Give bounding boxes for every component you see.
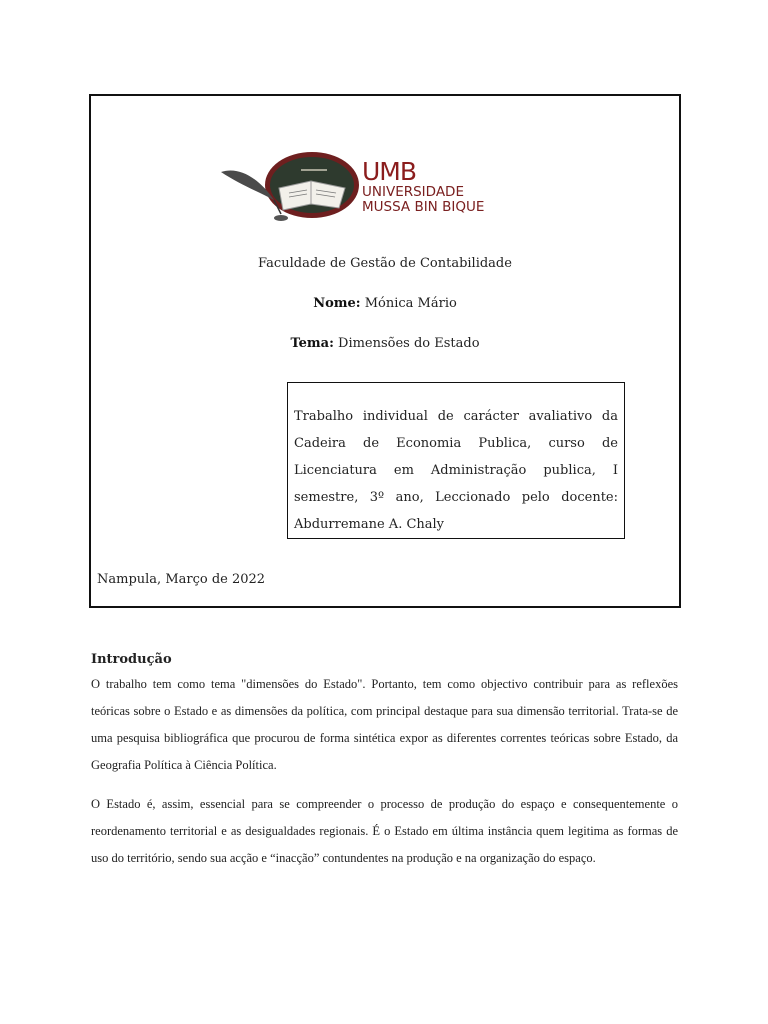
cover-page-frame (89, 94, 681, 608)
quill-book-emblem-icon (219, 148, 359, 228)
name-label: Nome: (313, 296, 361, 311)
topic-label: Tema: (290, 336, 334, 351)
university-logo (219, 148, 504, 228)
introduction-section (91, 652, 678, 884)
introduction-paragraph-2: O Estado é, assim, essencial para se compreender o processo de produção do espaço e consequentemente o reordenamento territorial e as desigualdades regionais. É o Estado em última instância quem legitima as formas de uso do território, sendo sua acção e “inacção” contundentes na produção e na organização do espaço. (91, 797, 678, 865)
faculty-name: Faculdade de Gestão de Contabilidade (258, 256, 512, 271)
topic-value: Dimensões do Estado (338, 336, 480, 351)
assignment-description: Trabalho individual de carácter avaliativo da Cadeira de Economia Publica, curso de Licenciatura em Administração publica, I semestre, 3º ano, Leccionado pelo docente: Abdurremane A. Chaly (294, 409, 618, 532)
student-name-line (91, 296, 679, 311)
logo-acronym: UMB (362, 157, 417, 186)
introduction-paragraph-1: O trabalho tem como tema "dimensões do Estado". Portanto, tem como objectivo contribuir para as reflexões teóricas sobre o Estado e as dimensões da política, com principal destaque para sua dimensão territorial. Trata-se de uma pesquisa bibliográfica que procurou de forma sintética expor as diferentes correntes teóricas sobre Estado, da Geografia Política à Ciência Política. (91, 677, 678, 772)
topic-line (91, 336, 679, 351)
introduction-heading: Introdução (91, 652, 172, 667)
place-and-date: Nampula, Março de 2022 (97, 572, 266, 587)
logo-university-name: UNIVERSIDADE MUSSA BIN BIQUE (362, 184, 485, 215)
name-value: Mónica Mário (364, 296, 457, 311)
assignment-description-box (287, 382, 625, 539)
